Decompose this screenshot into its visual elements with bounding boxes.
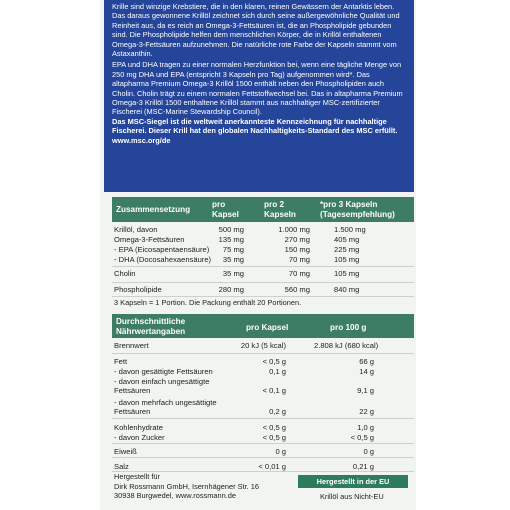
divider [112,443,414,444]
table-row: Phospholipide 280 mg 560 mg 840 mg [114,285,360,294]
composition-header [112,197,414,222]
divider [112,418,414,419]
col-pro-100g: pro 100 g [330,323,367,332]
col-pro-kapsel-2: Kapsel [212,210,239,219]
table-row: Fettsäuren < 0,1 g 9,1 g [114,386,374,395]
intro-paragraph-2: EPA und DHA tragen zu einer normalen Herzfunktion bei, wenn eine tägliche Menge von 250 mg DHA und EPA (entspricht 3 Kapseln pro Tag) aufgenommen wird*. Das altapharma Premium Omega-3 Krillöl 1500 enthält neben den Phospholipiden auch Cholin. Cholin trägt zu einem normalen Fettstoffwechsel bei. Das in altapharma Premium Omega-3 Krillöl 1500 enthaltene Krillöl stammt aus nachhaltiger MSC-zertifizierter Fischerei (MSC-Marine Stewardship Council). [112,60,403,117]
table-row: Kohlenhydrate < 0,5 g 1,0 g [114,423,374,432]
divider [112,282,414,283]
divider [112,296,414,297]
origin-note: Krillöl aus Nicht-EU [320,492,384,501]
col-pro-3-2: (Tagesempfehlung) [320,210,395,219]
table-row: - davon mehrfach ungesättigte [114,398,217,407]
table-row: - davon einfach ungesättigte [114,377,210,386]
composition-title: Zusammensetzung [116,205,191,214]
producer-line: Hergestellt für [114,472,161,481]
table-row: - davon gesättigte Fettsäuren 0,1 g 14 g [114,367,374,376]
producer-info [114,472,259,501]
table-row: Omega-3-Fettsäuren 135 mg 270 mg 405 mg [114,235,360,244]
divider [112,266,414,267]
col-pro-2-1: pro 2 [264,200,285,209]
table-row: Cholin 35 mg 70 mg 105 mg [114,269,360,278]
table-row: Krillöl, davon 500 mg 1.000 mg 1.500 mg [114,225,366,234]
col-pro-kapsel: pro Kapsel [246,323,289,332]
table-row: Brennwert 20 kJ (5 kcal) 2.808 kJ (680 kcal) [114,341,379,350]
producer-line: 30938 Burgwedel, www.rossmann.de [114,491,237,500]
divider [112,457,414,458]
table-row: Salz < 0,01 g 0,21 g [114,462,374,471]
table-row: Eiweiß 0 g 0 g [114,447,374,456]
intro-paragraph-1: Krille sind winzige Krebstiere, die in den klaren, reinen Gewässern der Antarktis leben. Das daraus gewonnene Krillöl zeichnet sich durch seine außergewöhnliche Qualität und Reinheit aus, da es reich an Omega-3-Fettsäuren ist, die an Phospholipide gebunden sind. Die Phospholipide helfen dem menschlichen Körper, die in Krillöl enthaltenen Omega-3-Fettsäuren aufzunehmen. Die natürliche rote Farbe der Kapseln stammt vom Astaxanthin. [112,2,400,59]
table-row: - EPA (Eicosapentaensäure) 75 mg 150 mg 225 mg [114,245,360,254]
nutrition-title-1: Durchschnittliche [116,317,186,326]
table-row: - DHA (Docosahexaensäure) 35 mg 70 mg 105 mg [114,255,360,264]
divider [112,353,414,354]
table-row: - davon Zucker < 0,5 g < 0,5 g [114,433,374,442]
table-row: Fettsäuren 0,2 g 22 g [114,407,374,416]
portion-note: 3 Kapseln = 1 Portion. Die Packung enthält 20 Portionen. [114,298,302,307]
intro-paragraph-3: Das MSC-Siegel ist die weltweit anerkannteste Kennzeichnung für nachhaltige Fischerei. Dieser Krill hat den globalen Nachhaltigkeits-Standard des MSC erfüllt. www.msc.org/de [112,116,398,145]
col-pro-3-1: *pro 3 Kapseln [320,200,378,209]
col-pro-kapsel-1: pro [212,200,226,209]
nutrition-header [112,314,414,338]
info-text [112,2,408,145]
nutrition-title-2: Nährwertangaben [116,327,186,336]
table-row: Fett < 0,5 g 66 g [114,357,374,366]
col-pro-2-2: Kapseln [264,210,296,219]
made-in-eu-badge: Hergestellt in der EU [298,475,408,488]
producer-line: Dirk Rossmann GmbH, Isernhägener Str. 16 [114,481,259,491]
